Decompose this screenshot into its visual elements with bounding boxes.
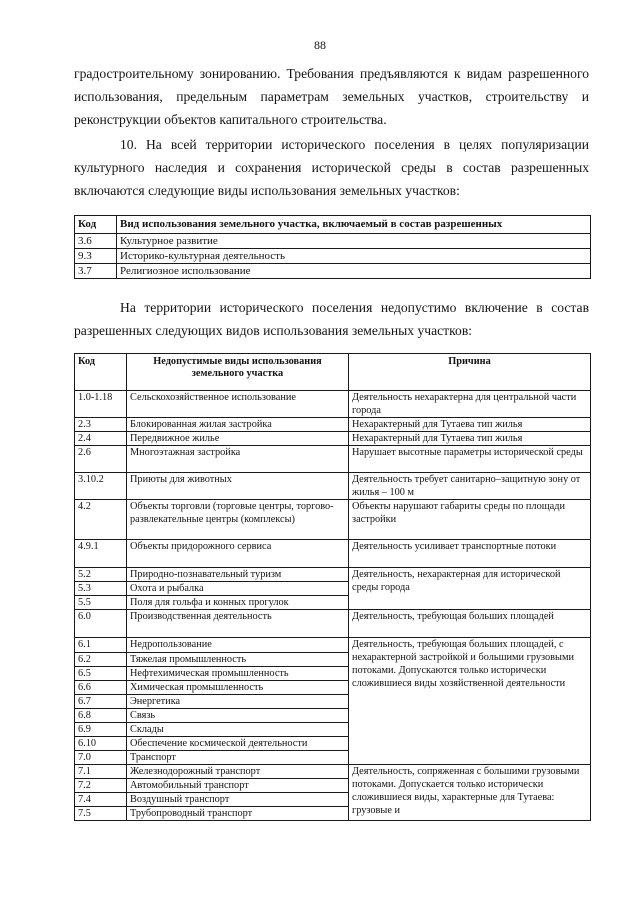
table-row <box>75 249 591 264</box>
cell-use-name: Воздушный транспорт <box>127 793 349 807</box>
cell-code: 2.4 <box>75 432 127 446</box>
cell-use-name: Историко-культурная деятельность <box>117 249 591 264</box>
cell-use-name: Тяжелая промышленность <box>127 653 349 667</box>
cell-code: 6.10 <box>75 737 127 751</box>
cell-use-name: Энергетика <box>127 695 349 709</box>
cell-code: 7.2 <box>75 779 127 793</box>
cell-use-name: Охота и рыбалка <box>127 582 349 596</box>
cell-code: 6.7 <box>75 695 127 709</box>
cell-code: 5.2 <box>75 568 127 582</box>
table-row <box>75 391 591 418</box>
cell-use-name: Трубопроводный транспорт <box>127 807 349 821</box>
cell-reason: Деятельность требует санитарно–защитную зону от жилья – 100 м <box>349 473 591 500</box>
cell-code: 7.0 <box>75 751 127 765</box>
column-header-code: Код <box>75 216 117 234</box>
cell-code: 6.9 <box>75 723 127 737</box>
cell-reason: Нехарактерный для Тутаева тип жилья <box>349 418 591 432</box>
cell-code: 5.3 <box>75 582 127 596</box>
table-row <box>75 432 591 446</box>
cell-reason: Нехарактерный для Тутаева тип жилья <box>349 432 591 446</box>
column-header-code: Код <box>75 354 127 391</box>
cell-reason: Деятельность усиливает транспортные потоки <box>349 540 591 568</box>
cell-code: 6.1 <box>75 638 127 653</box>
cell-use-name: Поля для гольфа и конных прогулок <box>127 596 349 610</box>
cell-code: 2.3 <box>75 418 127 432</box>
cell-code: 4.2 <box>75 500 127 540</box>
cell-use-name: Объекты придорожного сервиса <box>127 540 349 568</box>
cell-use-name: Автомобильный транспорт <box>127 779 349 793</box>
table-row <box>75 264 591 279</box>
cell-use-name: Нефтехимическая промышленность <box>127 667 349 681</box>
cell-use-name: Приюты для животных <box>127 473 349 500</box>
table-row <box>75 473 591 500</box>
cell-use-name: Связь <box>127 709 349 723</box>
cell-use-name: Многоэтажная застройка <box>127 446 349 473</box>
cell-use-name: Передвижное жилье <box>127 432 349 446</box>
cell-code: 7.1 <box>75 765 127 779</box>
cell-code: 9.3 <box>75 249 117 264</box>
table-header-row <box>75 354 591 391</box>
cell-use-name: Культурное развитие <box>117 234 591 249</box>
cell-use-name: Природно-познавательный туризм <box>127 568 349 582</box>
cell-code: 6.2 <box>75 653 127 667</box>
cell-reason: Деятельность, нехарактерная для исторической среды города <box>349 568 591 610</box>
cell-code: 7.5 <box>75 807 127 821</box>
table-row <box>75 446 591 473</box>
cell-code: 4.9.1 <box>75 540 127 568</box>
table-row <box>75 765 591 779</box>
table-row <box>75 540 591 568</box>
paragraph-prohibited-intro: На территории исторического поселения недопустимо включение в состав разрешенных следующих видов использования земельных участков: <box>74 300 589 338</box>
cell-code: 3.6 <box>75 234 117 249</box>
cell-code: 6.8 <box>75 709 127 723</box>
cell-reason: Деятельность, сопряженная с большими грузовыми потоками. Допускается только исторически сложившиеся виды, характерные для Тутаева: грузовые и <box>349 765 591 821</box>
table-row <box>75 418 591 432</box>
cell-reason: Нарушает высотные параметры исторической среды <box>349 446 591 473</box>
table-row <box>75 500 591 540</box>
paragraph-item-10: 10. На всей территории исторического поселения в целях популяризации культурного наследия и сохранения исторической среды в состав разрешенных включаются следующие виды использования земельных участков: <box>74 137 589 198</box>
table-row <box>75 610 591 638</box>
cell-use-name: Железнодорожный транспорт <box>127 765 349 779</box>
cell-reason: Объекты нарушают габариты среды по площади застройки <box>349 500 591 540</box>
cell-code: 6.5 <box>75 667 127 681</box>
cell-use-name: Блокированная жилая застройка <box>127 418 349 432</box>
cell-code: 5.5 <box>75 596 127 610</box>
cell-code: 1.0-1.18 <box>75 391 127 418</box>
table-row <box>75 568 591 582</box>
prohibited-uses-table <box>74 353 591 821</box>
cell-code: 3.7 <box>75 264 117 279</box>
column-header-prohibited-use: Недопустимые виды использования земельного участка <box>127 354 349 391</box>
cell-reason: Деятельность, требующая больших площадей, с нехарактерной застройкой и большими грузовыми потоками. Допускаются только исторически сложившиеся виды хозяйственной деятельности <box>349 638 591 765</box>
cell-use-name: Религиозное использование <box>117 264 591 279</box>
table-row <box>75 234 591 249</box>
table-header-row <box>75 216 591 234</box>
permitted-uses-table <box>74 215 591 279</box>
cell-code: 3.10.2 <box>75 473 127 500</box>
cell-use-name: Склады <box>127 723 349 737</box>
cell-use-name: Химическая промышленность <box>127 681 349 695</box>
cell-use-name: Сельскохозяйственное использование <box>127 391 349 418</box>
table-row <box>75 638 591 653</box>
column-header-reason: Причина <box>349 354 591 391</box>
cell-code: 2.6 <box>75 446 127 473</box>
column-header-use-type: Вид использования земельного участка, включаемый в состав разрешенных <box>117 216 591 234</box>
cell-use-name: Недропользование <box>127 638 349 653</box>
cell-use-name: Объекты торговли (торговые центры, торгово-развлекательные центры (комплексы) <box>127 500 349 540</box>
cell-code: 6.6 <box>75 681 127 695</box>
cell-reason: Деятельность нехарактерна для центральной части города <box>349 391 591 418</box>
cell-use-name: Производственная деятельность <box>127 610 349 638</box>
cell-use-name: Обеспечение космической деятельности <box>127 737 349 751</box>
cell-use-name: Транспорт <box>127 751 349 765</box>
paragraph-zoning: градостроительному зонированию. Требования предъявляются к видам разрешенного использования, предельным параметрам земельных участков, строительству и реконструкции объектов капитального строительства. <box>74 66 589 127</box>
cell-reason: Деятельность, требующая больших площадей <box>349 610 591 638</box>
cell-code: 6.0 <box>75 610 127 638</box>
page-number: 88 <box>314 38 326 52</box>
cell-code: 7.4 <box>75 793 127 807</box>
